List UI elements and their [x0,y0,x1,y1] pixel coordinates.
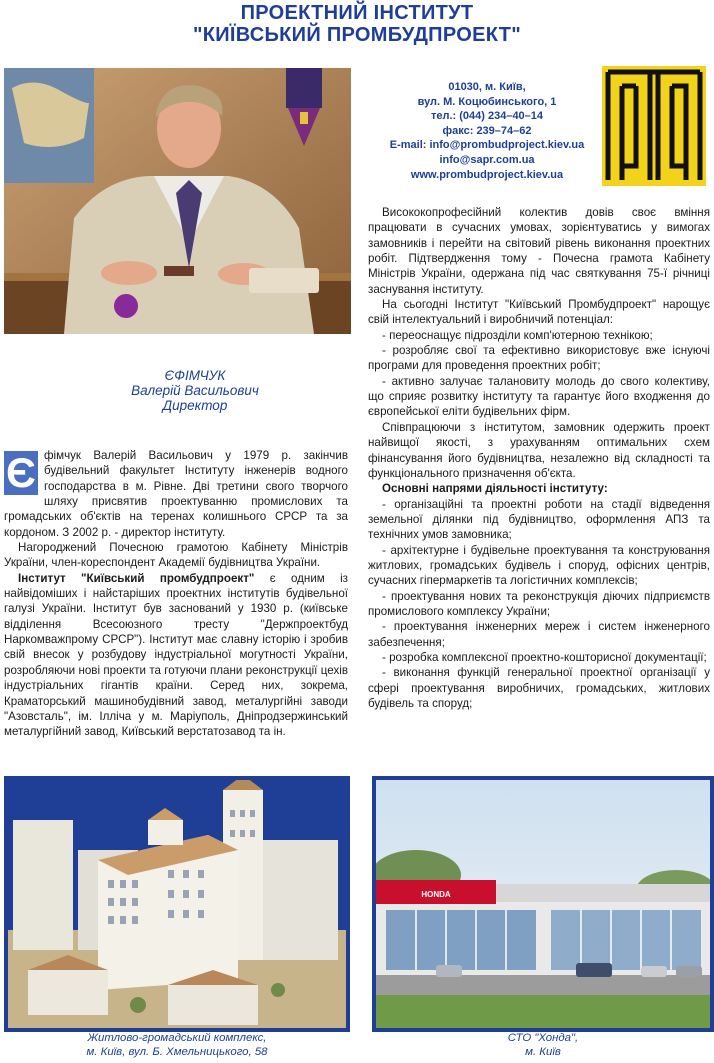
honda-station-caption [372,1031,714,1059]
address-line-2: вул. М. Коцюбинського, 1 [417,95,557,108]
right-paragraph-2: На сьогодні Інститут "Київський Промбудпроект" нарощує свій інтелектуальний і виробничий потенціал: [368,298,710,327]
email-1[interactable]: E-mail: info@prombudproject.kiev.ua [389,139,585,152]
honda-sign-text: HONDA [421,890,451,899]
activity-item-2: - архітектурне і будівельне проектування та конструювання житлових, громадських будівель і споруд, офісних центрів, сучасних гіпермаркетів та логістичних комплексів; [368,543,710,588]
activity-item-5: - розробка комплексної проектно-кошторисної документації; [382,650,707,664]
drop-cap: Є [4,451,38,495]
activity-item-1: - організаційні та проектні роботи на стадії відведення земельної ділянки під будівництво, оформлення АПЗ та технічних умов замовника; [368,497,710,542]
fax: факс: 239–74–62 [442,124,532,137]
institute-name-bold: Інститут "Київський промбудпроект" [18,571,255,585]
website[interactable]: www.prombudproject.kiev.ua [410,168,564,181]
left-caption-line-2: м. Київ, вул. Б. Хмельницького, 58 [86,1046,268,1058]
email-2[interactable]: info@sapr.com.ua [439,153,535,166]
director-surname: ЄФІМЧУК [164,368,226,383]
director-portrait [4,68,351,334]
left-paragraph-2: Нагороджений Почесною грамотою Кабінету Міністрів України, член-кореспондент Академії будівництва України. [4,541,348,570]
activity-item-4: - проектування інженерних мереж і систем інженерного забезпечення; [368,620,710,649]
honda-station-photo [372,776,714,1032]
left-caption-line-1: Житлово-громадський комплекс, [87,1032,267,1044]
director-name: Валерій Васильович [131,383,259,398]
right-paragraph-6: Співпрацюючи з інститутом, замовник одержить проект найвищої якості, з урахуванням оптимальних схем фінансування його будівництва, незалежно від складності та функціонального призначення об'єкта. [368,420,710,480]
right-paragraph-1: Висококопрофесійний колектив довів своє вміння працювати в сучасних умовах, зорієнтуватись у вимогах замовників і перейти на світовий рівень виконання проектних робіт. Підтвердження тому - Почесна грамота Кабінету Міністрів України, одержана під час святкування 75-ї річниці заснування інституту. [368,206,710,296]
right-caption-line-2: м. Київ [525,1046,561,1058]
activity-item-6: - виконання функцій генеральної проектної організації у сфері проектування виробничих, громадських, житлових будівель та споруд; [368,666,710,710]
residential-complex-photo [4,776,350,1032]
right-list-item-1: - переоснащує підрозділи комп'ютерною технікою; [382,328,653,342]
phone: тел.: (044) 234–40–14 [430,110,544,123]
director-position: Директор [162,398,228,413]
left-column-text [4,448,348,740]
residential-complex-caption [4,1031,350,1059]
institute-logo [602,66,706,186]
title-line-2: "КИЇВСЬКИЙ ПРОМБУДПРОЕКТ" [192,24,522,46]
address-line-1: 01030, м. Київ, [448,81,526,93]
right-list-item-3: - активно залучає талановиту молодь до свого колективу, що сприяє розвитку інституту та гарантує його входження до європейської еліти будівельних фірм. [368,374,710,419]
left-paragraph-3-text: є одним із найвідоміших і найстаріших проектних інститутів будівельної галузі України. Інститут був заснований у 1930 р. (київське відділення Всесоюзного тресту "Держпроектбуд Наркомважпрому СРСР"). Інститут має славну історію і зробив свій внесок у розбудову індустріальної могутності України, розробляючи нові проекти та готуючи плани реконструкції цехів індустріальних гігантів країни. Серед них, зокрема, Краматорський машинобудівний завод, металургійні заводи "Азовсталь", ім. Ілліча у м. Маріуполь, Дніпродзержинський металургійний завод, Київський верстатозавод та ін. [4,571,348,739]
director-caption [120,368,270,413]
right-list-item-2: - розробляє свої та ефективно використовує вже існуючі програми для проведення проектних робіт; [368,344,710,373]
right-caption-line-1: СТО "Хонда", [507,1032,579,1044]
right-column-text [368,205,710,711]
title-line-1: ПРОЕКТНИЙ ІНСТИТУТ [240,2,474,24]
page-title [0,2,714,46]
left-paragraph-1: фімчук Валерій Васильович у 1979 р. закінчив будівельний факультет Інституту інженерів водного господарства в м. Рівне. Дві третини свого творчого шляху присвятив проектуванню промислових та громадських об'єктів на теренах колишнього СРСР та за кордоном. З 2002 р. - директор інституту. [4,449,348,539]
contact-block [376,80,598,182]
activities-heading: Основні напрями діяльності інституту: [382,482,608,496]
left-paragraph-3 [4,571,348,740]
activity-item-3: - проектування нових та реконструкція діючих підприємств промислового комплексу України; [368,589,710,618]
